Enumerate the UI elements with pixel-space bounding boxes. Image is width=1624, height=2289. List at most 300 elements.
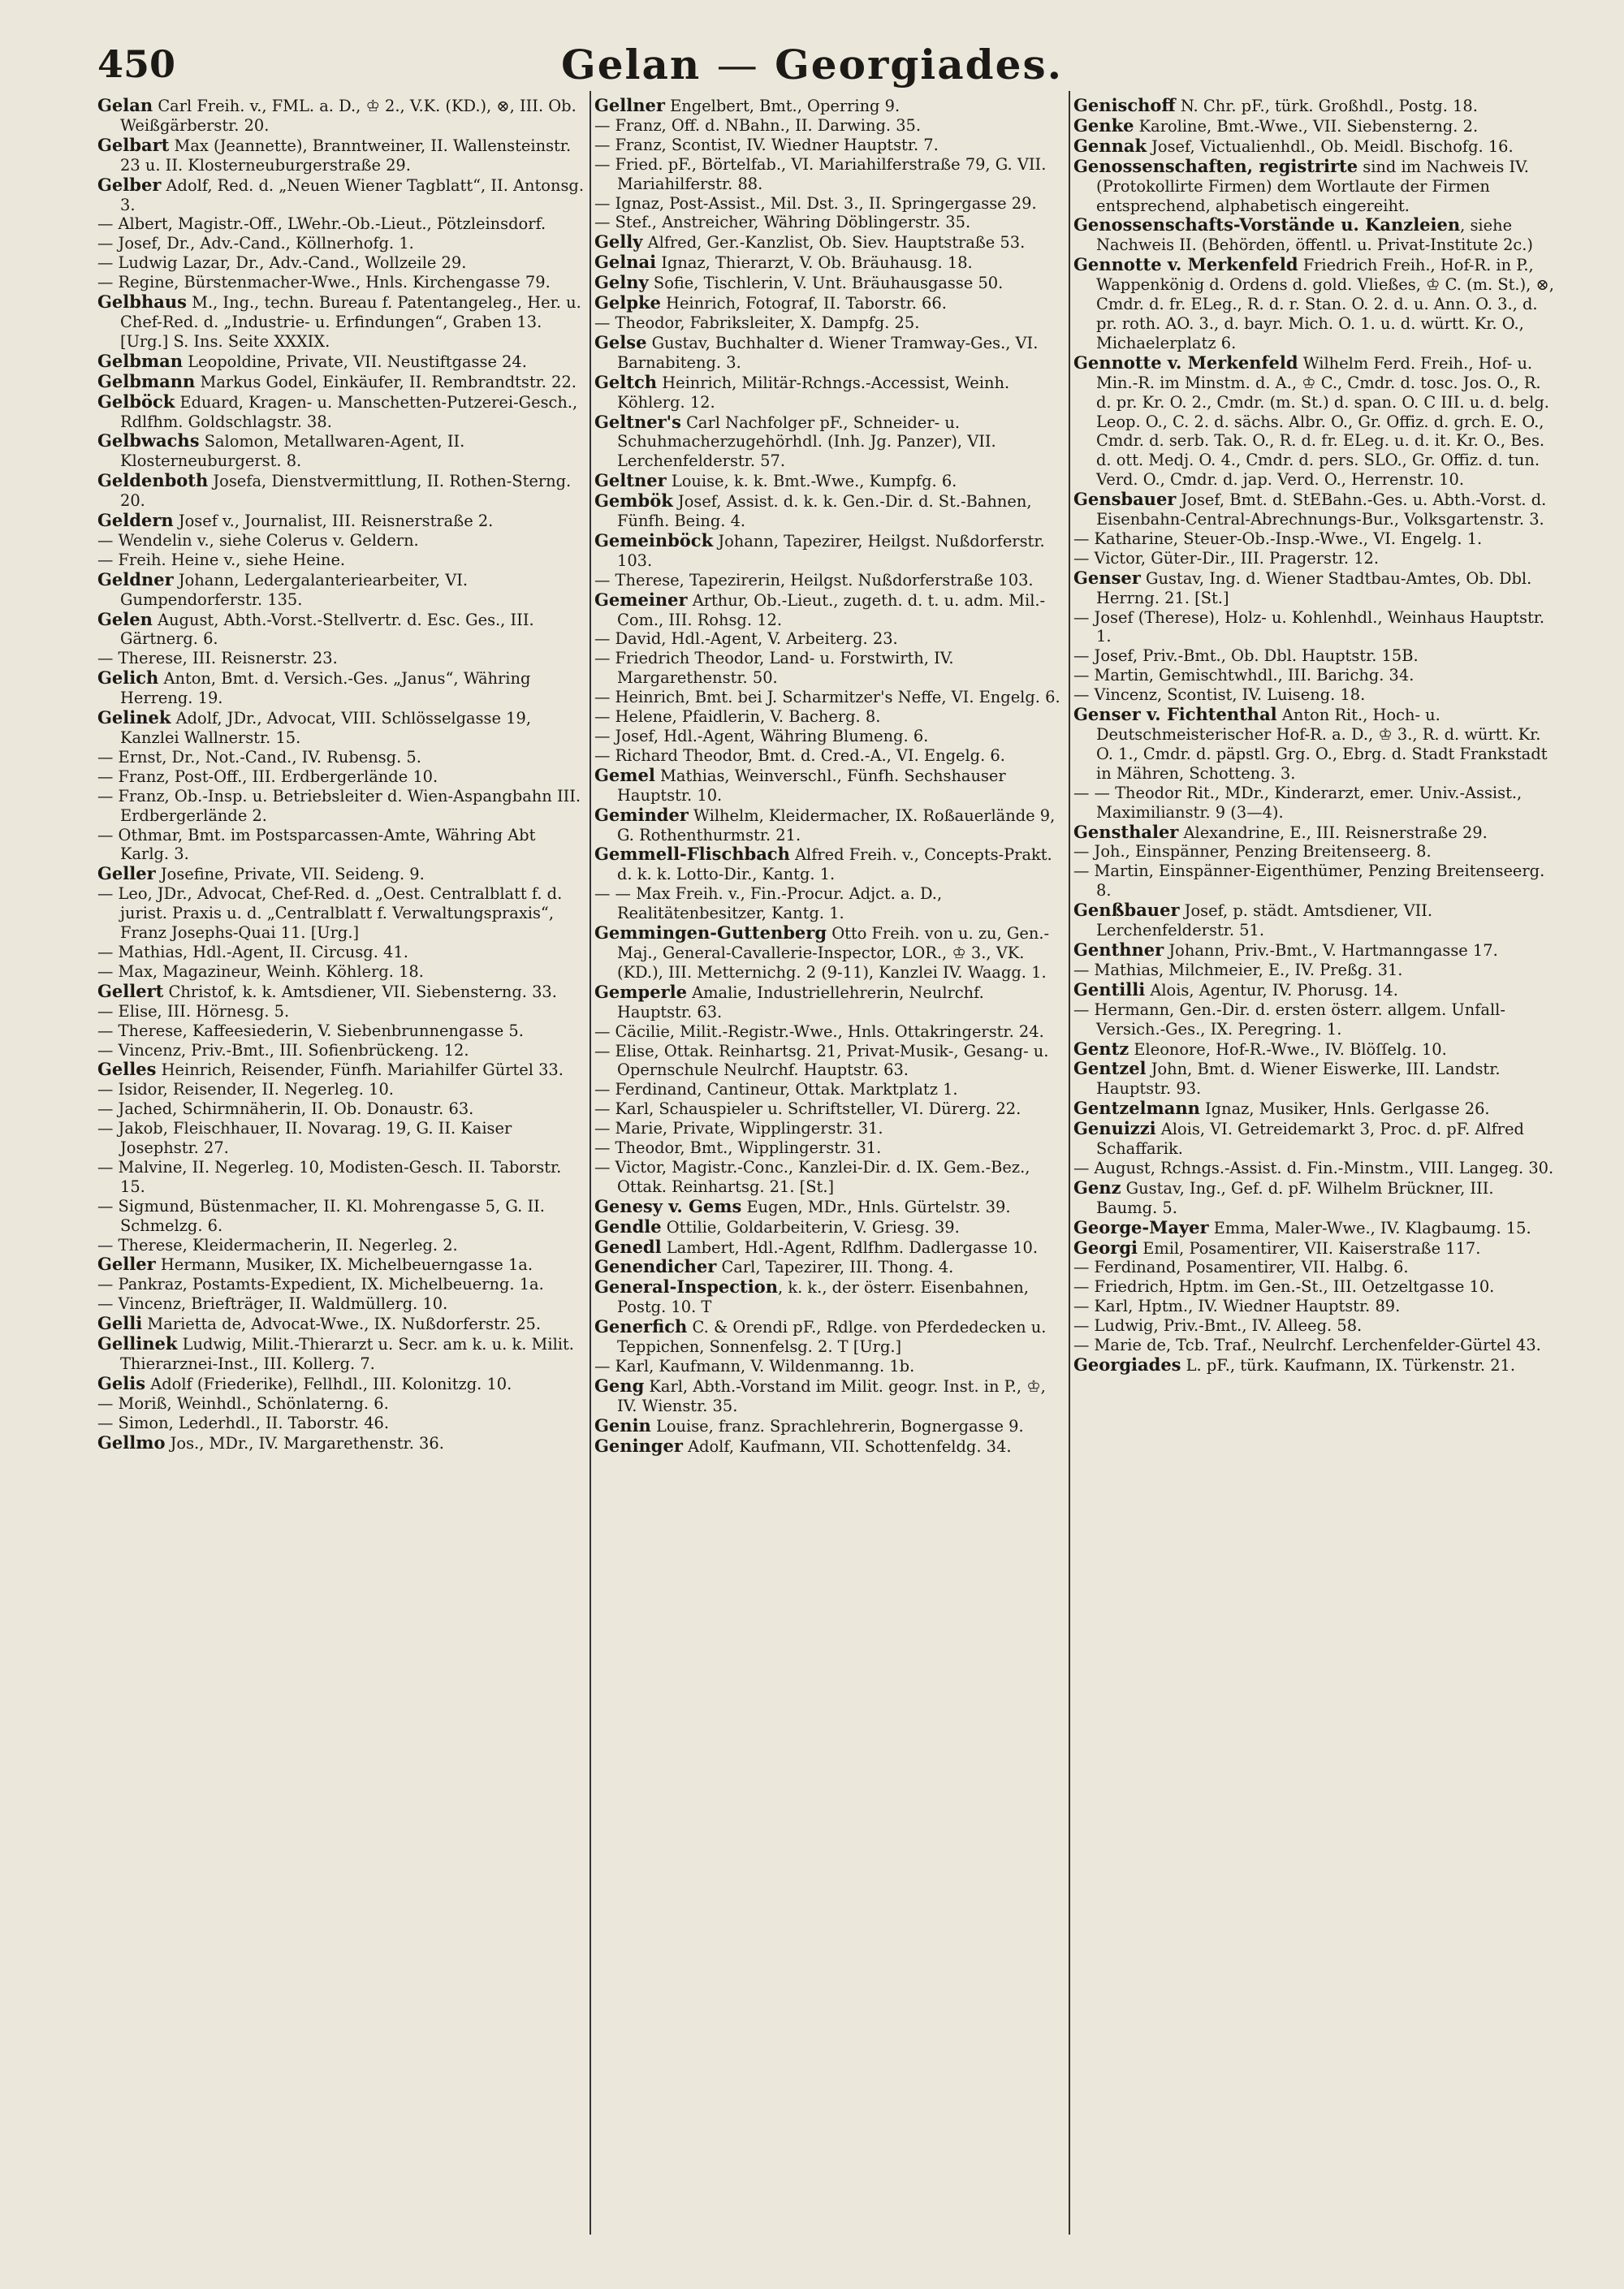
entry-text: Gustav, Buchhalter d. Wiener Tramway-Ges., VI. Barnabiteng. 3.	[617, 333, 1039, 372]
directory-entry	[594, 96, 1064, 116]
entry-surname: Gemeinböck	[594, 529, 714, 551]
directory-entry	[97, 234, 585, 253]
column-divider	[1069, 91, 1070, 2235]
entry-surname: Genendicher	[594, 1256, 717, 1277]
directory-entry	[1073, 1178, 1559, 1218]
directory-entry	[594, 1022, 1064, 1042]
entry-surname: George-Mayer	[1073, 1216, 1209, 1237]
directory-entry	[594, 805, 1064, 845]
entry-text: — Franz, Scontist, IV. Wiedner Hauptstr. 7.	[594, 135, 939, 154]
directory-entry	[97, 253, 585, 273]
entry-text: — Friedrich, Hptm. im Gen.-St., III. Oetzeltgasse 10.	[1073, 1277, 1495, 1297]
directory-entry	[97, 431, 585, 471]
entry-text: — Ferdinand, Posamentirer, VII. Halbg. 6.	[1073, 1258, 1409, 1277]
directory-entry	[97, 610, 585, 650]
running-head-first: Gelan	[561, 41, 702, 89]
entry-text: Eugen, MDr., Hnls. Gürtelstr. 39.	[741, 1197, 1011, 1216]
directory-entry	[1073, 568, 1559, 608]
entry-text: — Vincenz, Briefträger, II. Waldmüllerg. 10.	[97, 1294, 448, 1314]
directory-entry	[97, 884, 585, 943]
directory-entry	[594, 373, 1064, 412]
entry-text: — Martin, Einspänner-Eigenthümer, Penzing Breitenseerg. 8.	[1073, 862, 1545, 900]
entry-text: Gustav, Ing. d. Wiener Stadtbau-Amtes, Ob. Dbl. Herrng. 21. [St.]	[1096, 568, 1532, 607]
directory-entry	[594, 571, 1064, 590]
entry-text: Carl Nachfolger pF., Schneider- u. Schuhmacherzugehörhdl. (Inh. Jg. Panzer), VII. Lerchenfelderstr. 57.	[617, 412, 996, 471]
entry-surname: Gelböck	[97, 391, 175, 412]
entry-text: — Ernst, Dr., Not.-Cand., IV. Rubensg. 5.	[97, 747, 421, 767]
entry-text: — Karl, Kaufmann, V. Wildenmanng. 1b.	[594, 1357, 915, 1376]
entry-text: — Pankraz, Postamts-Expedient, IX. Michelbeuerng. 1a.	[97, 1275, 544, 1294]
entry-surname: Gellmo	[97, 1432, 166, 1453]
entry-surname: Gelly	[594, 231, 643, 253]
column-1	[97, 96, 585, 2272]
running-head-last: Georgiades.	[775, 41, 1063, 89]
entry-text: Ludwig, Milit.-Thierarzt u. Secr. am k. u. k. Milit. Thierarznei-Inst., III. Kollerg. 7.	[120, 1335, 574, 1373]
entry-text: Josef, Assist. d. k. k. Gen.-Dir. d. St.-Bahnen, Fünfh. Being. 4.	[617, 492, 1032, 531]
entry-text: — Helene, Pfaidlerin, V. Bacherg. 8.	[594, 707, 881, 727]
entry-text: — Jakob, Fleischhauer, II. Novarag. 19, G. II. Kaiser Josephstr. 27.	[97, 1119, 512, 1158]
directory-entry	[97, 292, 585, 352]
entry-text: — Simon, Lederhdl., II. Taborstr. 46.	[97, 1413, 390, 1432]
directory-entry	[594, 213, 1064, 232]
directory-entry	[1073, 1297, 1559, 1316]
directory-entry	[1073, 842, 1559, 862]
directory-entry	[594, 1119, 1064, 1138]
entry-surname: Gemmingen-Guttenberg	[594, 922, 827, 944]
entry-text: — Franz, Post-Off., III. Erdbergerlände 10.	[97, 767, 438, 786]
entry-text: — Richard Theodor, Bmt. d. Cred.-A., VI. Engelg. 6.	[594, 745, 1005, 765]
directory-entry	[97, 943, 585, 962]
directory-entry	[594, 1099, 1064, 1119]
directory-entry	[594, 844, 1064, 884]
entry-text: — Elise, Ottak. Reinhartsg. 21, Privat-Musik-, Gesang- u. Opernschule Neulrchf. Hauptstr. 63.	[594, 1041, 1049, 1080]
directory-entry	[1073, 1099, 1559, 1119]
directory-entry	[97, 1158, 585, 1197]
entry-surname: Geninger	[594, 1435, 683, 1456]
entry-text: — Franz, Off. d. NBahn., II. Darwing. 35.	[594, 115, 922, 135]
directory-entry	[594, 1357, 1064, 1376]
directory-entry	[97, 214, 585, 234]
entry-text: Karoline, Bmt.-Wwe., VII. Siebensterng. 2.	[1134, 116, 1479, 136]
directory-entry	[594, 1376, 1064, 1416]
entry-surname: Gentzel	[1073, 1058, 1147, 1079]
entry-text: Marietta de, Advocat-Wwe., IX. Nußdorferstr. 25.	[142, 1315, 542, 1334]
entry-surname: Gellert	[97, 980, 164, 1001]
directory-entry	[1073, 1238, 1559, 1259]
entry-text: Ignaz, Thierarzt, V. Ob. Bräuhausg. 18.	[656, 253, 973, 273]
directory-entry	[1073, 157, 1559, 216]
entry-text: — Albert, Magistr.-Off., LWehr.-Ob.-Lieut., Pötzleinsdorf.	[97, 214, 546, 234]
entry-surname: Geltner	[594, 470, 667, 491]
entry-text: — Josef, Dr., Adv.-Cand., Köllnerhofg. 1.	[97, 234, 414, 253]
directory-entry	[594, 1080, 1064, 1099]
entry-surname: Gelber	[97, 174, 162, 195]
directory-entry	[1073, 490, 1559, 529]
entry-text: Arthur, Ob.-Lieut., zugeth. d. t. u. adm. Mil.-Com., III. Rohsg. 12.	[617, 590, 1046, 629]
entry-surname: Genser v. Fichtenthal	[1073, 704, 1277, 725]
directory-entry	[97, 748, 585, 767]
entry-text: Carl Freih. v., FML. a. D., ♔ 2., V.K. (KD.), ⊗, III. Ob. Weißgärberstr. 20.	[120, 97, 577, 135]
directory-entry	[1073, 1277, 1559, 1297]
entry-surname: Gendle	[594, 1216, 662, 1237]
entry-text: — Stef., Anstreicher, Währing Döblingerstr. 35.	[594, 213, 971, 232]
directory-entry	[594, 1042, 1064, 1081]
entry-text: — — Theodor Rit., MDr., Kinderarzt, emer. Univ.-Assist., Maximilianstr. 9 (3—4).	[1073, 783, 1522, 822]
directory-entry	[1073, 980, 1559, 1000]
entry-text: Louise, franz. Sprachlehrerin, Bognergasse 9.	[650, 1416, 1024, 1436]
directory-entry	[594, 923, 1064, 983]
entry-text: Adolf, Red. d. „Neuen Wiener Tagblatt“, II. Antonsg. 3.	[120, 175, 585, 214]
entry-surname: Gelan	[97, 96, 153, 115]
entry-surname: Gelse	[594, 331, 647, 352]
entry-surname: Genedl	[594, 1236, 662, 1257]
directory-entry	[594, 766, 1064, 805]
directory-entry	[594, 590, 1064, 630]
directory-entry	[594, 688, 1064, 707]
entry-text: Max (Jeannette), Branntweiner, II. Wallensteinstr. 23 u. II. Klosterneuburgerstraße 29.	[120, 136, 572, 175]
directory-entry	[594, 1217, 1064, 1237]
directory-entry	[97, 1414, 585, 1433]
entry-surname: Gemeiner	[594, 589, 688, 610]
directory-entry	[1073, 705, 1559, 784]
entry-text: — Moriß, Weinhdl., Schönlaterng. 6.	[97, 1393, 389, 1413]
directory-entry	[97, 372, 585, 392]
entry-surname: Gellinek	[97, 1333, 178, 1354]
entry-text: — Therese, III. Reisnerstr. 23.	[97, 649, 338, 668]
entry-text: Hermann, Musiker, IX. Michelbeuerngasse 1a.	[155, 1255, 533, 1275]
directory-entry	[594, 649, 1064, 688]
entry-text: — Wendelin v., siehe Colerus v. Geldern.	[97, 530, 419, 550]
entry-surname: Gennotte v. Merkenfeld	[1073, 254, 1298, 275]
directory-entry	[1073, 96, 1559, 116]
directory-entry	[97, 1060, 585, 1080]
directory-entry	[1073, 666, 1559, 685]
running-head-separator: —	[716, 41, 759, 89]
entry-surname: Gensthaler	[1073, 821, 1179, 842]
directory-entry	[1073, 529, 1559, 549]
entry-text: — Franz, Ob.-Insp. u. Betriebsleiter d. Wien-Aspangbahn III. Erdbergerlände 2.	[97, 786, 581, 825]
directory-entry	[1073, 1119, 1559, 1159]
entry-surname: Gennotte v. Merkenfeld	[1073, 352, 1298, 373]
entry-text: — Malvine, II. Negerleg. 10, Modisten-Gesch. II. Taborstr. 15.	[97, 1157, 562, 1196]
entry-text: Josef, Bmt. d. StEBahn.-Ges. u. Abth.-Vorst. d. Eisenbahn-Central-Abrechnungs-Bur., Volksgartenstr. 3.	[1096, 490, 1547, 529]
entry-text: sind im Nachweis IV. (Protokollirte Firmen) dem Wortlaute der Firmen entsprechend, alphabetisch eingereiht.	[1096, 157, 1529, 215]
entry-surname: Genthner	[1073, 939, 1164, 960]
directory-entry	[594, 983, 1064, 1022]
directory-entry	[97, 1099, 585, 1119]
directory-entry	[1073, 1039, 1559, 1060]
directory-entry	[594, 1257, 1064, 1277]
directory-entry	[97, 570, 585, 610]
directory-entry	[594, 629, 1064, 649]
entry-surname: Genesy v. Gems	[594, 1195, 742, 1216]
entry-text: — Therese, Kaffeesiederin, V. Siebenbrunnengasse 5.	[97, 1021, 524, 1040]
directory-entry	[594, 1317, 1064, 1357]
directory-entry	[97, 1334, 585, 1374]
entry-text: — Friedrich Theodor, Land- u. Forstwirth, IV. Margarethenstr. 50.	[594, 649, 954, 688]
entry-text: — Fried. pF., Börtelfab., VI. Mariahilferstraße 79, G. VII. Mariahilferstr. 88.	[594, 154, 1047, 193]
entry-text: Adolf, Kaufmann, VII. Schottenfeldg. 34.	[682, 1436, 1012, 1456]
directory-entry	[1073, 1316, 1559, 1336]
entry-text: — August, Rchngs.-Assist. d. Fin.-Minstm., VIII. Langeg. 30.	[1073, 1158, 1554, 1177]
entry-text: Christof, k. k. Amtsdiener, VII. Siebensterng. 33.	[163, 982, 557, 1001]
directory-entry	[594, 1158, 1064, 1197]
entry-text: — Isidor, Reisender, II. Negerleg. 10.	[97, 1080, 394, 1099]
directory-entry	[1073, 1059, 1559, 1099]
directory-entry	[97, 1021, 585, 1041]
entry-surname: Georgi	[1073, 1237, 1138, 1258]
entry-text: Eleonore, Hof-R.-Wwe., IV. Blöſſelg. 10.	[1129, 1039, 1447, 1059]
entry-surname: Geltch	[594, 371, 658, 392]
entry-surname: Geltner's	[594, 411, 681, 432]
entry-text: Josefa, Dienstvermittlung, II. Rothen-Sterng. 20.	[120, 472, 572, 511]
directory-entry	[594, 293, 1064, 313]
entry-text: Eduard, Kragen- u. Manschetten-Putzerei-Gesch., Rdlfhm. Goldschlagstr. 38.	[120, 392, 578, 431]
entry-text: Leopoldine, Private, VII. Neustiftgasse 24.	[183, 352, 527, 371]
directory-entry	[594, 232, 1064, 253]
directory-entry	[594, 884, 1064, 923]
entry-surname: Gelis	[97, 1372, 146, 1393]
entry-text: Sofie, Tischlerin, V. Unt. Bräuhausgasse 50.	[648, 274, 1004, 293]
entry-surname: Gelen	[97, 608, 153, 629]
directory-entry	[594, 491, 1064, 531]
entry-text: Friedrich Freih., Hof-R. in P., Wappenkönig d. Ordens d. gold. Vließes, ♔ C. (m. St.), ⊗, Cmdr. d. fr. ELeg., R. d. r. Stan. O. 2. d. u. Ann. O. 3., d. pr. roth. AO. 3., d. bayr. Mich. O. 1. u. d. württ. Kr. O., Michaelerplatz 6.	[1096, 256, 1554, 352]
directory-entry	[97, 767, 585, 787]
entry-text: N. Chr. pF., türk. Großhdl., Postg. 18.	[1175, 97, 1478, 115]
entry-text: Heinrich, Fotograf, II. Taborstr. 66.	[660, 294, 947, 313]
entry-surname: Gentz	[1073, 1038, 1129, 1059]
directory-entry	[97, 273, 585, 292]
directory-entry	[594, 155, 1064, 194]
entry-text: Josef, Victualienhdl., Ob. Meidl. Bischofg. 16.	[1147, 136, 1514, 156]
entry-surname: Genossenschaften, registrirte	[1073, 155, 1358, 176]
entry-surname: Geldenboth	[97, 470, 209, 491]
entry-surname: Genser	[1073, 567, 1141, 588]
directory-entry	[1073, 1159, 1559, 1178]
entry-text: C. & Orendi pF., Rdlge. von Pferdedecken u. Teppichen, Sonnenfelsg. 2. T [Urg.]	[617, 1318, 1047, 1357]
directory-entry	[97, 1314, 585, 1334]
entry-text: Alexandrine, E., III. Reisnerstraße 29.	[1178, 823, 1488, 842]
entry-text: — Mathias, Milchmeier, E., IV. Preßg. 31.	[1073, 960, 1403, 979]
directory-entry	[97, 1119, 585, 1158]
entry-surname: Gensbauer	[1073, 489, 1177, 510]
page-number: 450	[97, 42, 176, 86]
directory-entry	[97, 1255, 585, 1275]
entry-text: L. pF., türk. Kaufmann, IX. Türkenstr. 21.	[1181, 1356, 1516, 1375]
entry-text: Wilhelm, Kleidermacher, IX. Roßauerlände 9, G. Rothenthurmstr. 21.	[617, 805, 1056, 844]
directory-entry	[97, 649, 585, 668]
directory-entry	[1073, 784, 1559, 823]
entry-text: — Katharine, Steuer-Ob.-Insp.-Wwe., VI. Engelg. 1.	[1073, 529, 1483, 548]
entry-surname: Gelli	[97, 1313, 143, 1334]
entry-text: Alois, VI. Getreidemarkt 3, Proc. d. pF. Alfred Schaffarik.	[1096, 1120, 1524, 1159]
entry-text: — Martin, Gemischtwhdl., III. Barichg. 34.	[1073, 666, 1415, 685]
entry-text: Karl, Abth.-Vorstand im Milit. geogr. Inst. in P., ♔, IV. Wienstr. 35.	[617, 1376, 1046, 1415]
column-2	[594, 96, 1064, 2272]
directory-entry	[594, 1436, 1064, 1457]
entry-text: Anton Rit., Hoch- u. Deutschmeisterischer Hof-R. a. D., ♔ 3., R. d. württ. Kr. O. 1., Cmdr. d. päpstl. Grg. O., Ebrg. d. Stadt Frankstadt in Mähren, Schotteng. 3.	[1096, 706, 1548, 783]
directory-entry	[97, 962, 585, 982]
directory-entry	[97, 1294, 585, 1314]
directory-entry	[594, 136, 1064, 155]
entry-surname: Geldner	[97, 568, 174, 590]
directory-entry	[1073, 646, 1559, 666]
directory-entry	[97, 392, 585, 432]
entry-text: — Regine, Bürstenmacher-Wwe., Hnls. Kirchengasse 79.	[97, 273, 551, 292]
entry-text: — Ignaz, Post-Assist., Mil. Dst. 3., II. Springergasse 29.	[594, 193, 1037, 213]
entry-text: Adolf (Friederike), Fellhdl., III. Kolonitzg. 10.	[145, 1374, 512, 1393]
entry-text: Josefine, Private, VII. Seideng. 9.	[155, 865, 425, 884]
directory-entry	[1073, 823, 1559, 843]
entry-text: Johann, Tapezirer, Heilgst. Nußdorferstr. 103.	[617, 531, 1045, 570]
entry-surname: Geller	[97, 1254, 156, 1275]
directory-entry	[1073, 353, 1559, 490]
entry-surname: Genischoff	[1073, 96, 1176, 115]
entry-text: — Josef, Hdl.-Agent, Währing Blumeng. 6.	[594, 727, 929, 745]
entry-text: — Theodor, Fabriksleiter, X. Dampfg. 25.	[594, 313, 920, 332]
directory-entry	[1073, 1336, 1559, 1355]
directory-entry	[97, 1374, 585, 1394]
directory-entry	[97, 1236, 585, 1255]
directory-entry	[97, 352, 585, 372]
directory-entry	[97, 1002, 585, 1021]
entry-text: , k. k., der österr. Eisenbahnen, Postg. 10. T	[617, 1278, 1029, 1317]
entry-surname: Gellner	[594, 96, 665, 115]
entry-text: — Josef, Priv.-Bmt., Ob. Dbl. Hauptstr. 15B.	[1073, 646, 1419, 666]
directory-entry	[1073, 862, 1559, 900]
entry-text: — Victor, Magistr.-Conc., Kanzlei-Dir. d. IX. Gem.-Bez., Ottak. Reinhartsg. 21. [St.]	[594, 1157, 1030, 1196]
entry-text: — Ludwig, Priv.-Bmt., IV. Alleeg. 58.	[1073, 1316, 1363, 1336]
entry-text: — Leo, JDr., Advocat, Chef-Red. d. „Oest. Centralblatt f. d. jurist. Praxis u. d. „Centralblatt f. Verwaltungspraxis“, Franz Josephs-Quai 11. [Urg.]	[97, 884, 563, 943]
entry-text: — Sigmund, Büstenmacher, II. Kl. Mohrengasse 5, G. II. Schmelzg. 6.	[97, 1196, 545, 1235]
entry-text: Markus Godel, Einkäufer, II. Rembrandtstr. 22.	[195, 372, 577, 391]
directory-entry	[97, 668, 585, 708]
entry-text: Heinrich, Reisender, Fünfh. Mariahilfer Gürtel 33.	[156, 1060, 564, 1080]
entry-text: Emma, Maler-Wwe., IV. Klagbaumg. 15.	[1208, 1218, 1531, 1237]
directory-entry	[97, 531, 585, 551]
directory-entry	[594, 333, 1064, 373]
directory-entry	[97, 136, 585, 175]
directory-entry	[97, 708, 585, 748]
entry-text: — Hermann, Gen.-Dir. d. ersten österr. allgem. Unfall-Versich.-Ges., IX. Peregring. 1.	[1073, 1000, 1505, 1039]
entry-text: Josef v., Journalist, III. Reisnerstraße 2.	[173, 512, 494, 531]
entry-text: Ignaz, Musiker, Hnls. Gerlgasse 26.	[1199, 1099, 1490, 1119]
entry-text: — Victor, Güter-Dir., III. Pragerstr. 12.	[1073, 548, 1380, 568]
directory-entry	[1073, 608, 1559, 647]
directory-entry	[97, 982, 585, 1002]
directory-entry	[594, 1416, 1064, 1436]
entry-surname: Gelbmann	[97, 370, 196, 391]
directory-entry	[97, 864, 585, 884]
directory-entry	[1073, 136, 1559, 157]
column-3	[1073, 96, 1559, 2272]
directory-entry	[1073, 215, 1559, 255]
directory-entry	[97, 826, 585, 865]
directory-entry	[97, 1433, 585, 1453]
entry-surname: Geldern	[97, 510, 174, 531]
entry-surname: Genin	[594, 1414, 651, 1436]
entry-text: Salomon, Metallwaren-Agent, II. Klosterneuburgerst. 8.	[120, 432, 465, 471]
directory-entry	[1073, 1258, 1559, 1277]
entry-surname: Gelbhaus	[97, 292, 187, 313]
directory-entry	[594, 194, 1064, 214]
entry-text: — — Max Freih. v., Fin.-Procur. Adjct. a. D., Realitätenbesitzer, Kantg. 1.	[594, 884, 943, 923]
directory-entry	[97, 1275, 585, 1294]
entry-text: Alfred Freih. v., Concepts-Prakt. d. k. k. Lotto-Dir., Kantg. 1.	[617, 845, 1052, 884]
directory-entry	[97, 1197, 585, 1236]
entry-surname: Gelny	[594, 272, 649, 293]
entry-text: Josef, p. städt. Amtsdiener, VII. Lerchenfelderstr. 51.	[1096, 901, 1433, 940]
entry-surname: General-Inspection	[594, 1276, 778, 1298]
entry-text: Ottilie, Goldarbeiterin, V. Griesg. 39.	[661, 1217, 960, 1237]
directory-entry	[1073, 549, 1559, 568]
directory-entry	[1073, 1355, 1559, 1376]
entry-text: — Heinrich, Bmt. bei J. Scharmitzer's Neffe, VI. Engelg. 6.	[594, 688, 1060, 707]
entry-text: Gustav, Ing., Gef. d. pF. Wilhelm Brückner, III. Baumg. 5.	[1096, 1178, 1494, 1217]
entry-surname: Gelich	[97, 667, 159, 689]
column-divider	[590, 91, 591, 2235]
entry-surname: Gelinek	[97, 707, 171, 728]
entry-surname: Genuizzi	[1073, 1118, 1156, 1139]
entry-text: Johann, Priv.-Bmt., V. Hartmanngasse 17.	[1164, 940, 1498, 960]
directory-entry	[97, 96, 585, 136]
entry-text: — Karl, Schauspieler u. Schriftsteller, VI. Dürerg. 22.	[594, 1099, 1021, 1119]
entry-surname: Gentilli	[1073, 978, 1146, 1000]
entry-surname: Gelbart	[97, 134, 170, 155]
entry-text: Emil, Posamentirer, VII. Kaiserstraße 117.	[1138, 1238, 1481, 1258]
entry-surname: Gelbman	[97, 350, 184, 371]
entry-text: — Theodor, Bmt., Wipplingerstr. 31.	[594, 1138, 882, 1158]
entry-surname: Gembök	[594, 490, 673, 512]
directory-entry	[594, 273, 1064, 293]
entry-text: , siehe Nachweis II. (Behörden, öffentl. u. Privat-Institute 2c.)	[1096, 216, 1533, 255]
directory-entry	[1073, 961, 1559, 980]
entry-text: — Othmar, Bmt. im Postsparcassen-Amte, Währing Abt Karlg. 3.	[97, 825, 536, 864]
entry-surname: Gelbwachs	[97, 430, 200, 451]
entry-text: — Marie de, Tcb. Traf., Neulrchf. Lerchenfelder-Gürtel 43.	[1073, 1336, 1541, 1355]
entry-text: Johann, Ledergalanteriearbeiter, VI. Gumpendorferstr. 135.	[120, 570, 469, 609]
running-head	[0, 41, 1624, 89]
entry-text: Adolf, JDr., Advocat, VIII. Schlösselgasse 19, Kanzlei Wallnerstr. 15.	[120, 709, 531, 747]
directory-entry	[594, 1277, 1064, 1317]
entry-text: — Mathias, Hdl.-Agent, II. Circusg. 41.	[97, 942, 408, 961]
entry-surname: Gemmell-Flischbach	[594, 844, 790, 865]
directory-entry	[97, 175, 585, 215]
directory-entry	[594, 1138, 1064, 1158]
directory-entry	[97, 1394, 585, 1414]
directory-entry	[594, 412, 1064, 472]
entry-text: Louise, k. k. Bmt.-Wwe., Kumpfg. 6.	[666, 472, 957, 491]
directory-entry	[594, 531, 1064, 571]
directory-entry	[594, 707, 1064, 727]
entry-surname: Gelles	[97, 1059, 157, 1080]
entry-text: — Max, Magazineur, Weinh. Köhlerg. 18.	[97, 961, 424, 981]
entry-surname: Geller	[97, 863, 156, 884]
entry-text: Alois, Agentur, IV. Phorusg. 14.	[1145, 980, 1398, 1000]
directory-entry	[97, 511, 585, 531]
entry-surname: Gemperle	[594, 981, 687, 1002]
entry-text: — Ferdinand, Cantineur, Ottak. Marktplatz 1.	[594, 1080, 958, 1099]
entry-text: — Freih. Heine v., siehe Heine.	[97, 550, 346, 569]
entry-surname: Genke	[1073, 114, 1134, 136]
entry-text: — Marie, Private, Wipplingerstr. 31.	[594, 1119, 883, 1138]
entry-surname: Geng	[594, 1375, 645, 1396]
entry-text: Anton, Bmt. d. Versich.-Ges. „Janus“, Währing Herreng. 19.	[120, 669, 531, 708]
entry-surname: Genz	[1073, 1177, 1121, 1198]
entry-text: August, Abth.-Vorst.-Stellvertr. d. Esc. Ges., III. Gärtnerg. 6.	[120, 610, 534, 649]
entry-surname: Geminder	[594, 804, 689, 825]
directory-entry	[594, 471, 1064, 491]
